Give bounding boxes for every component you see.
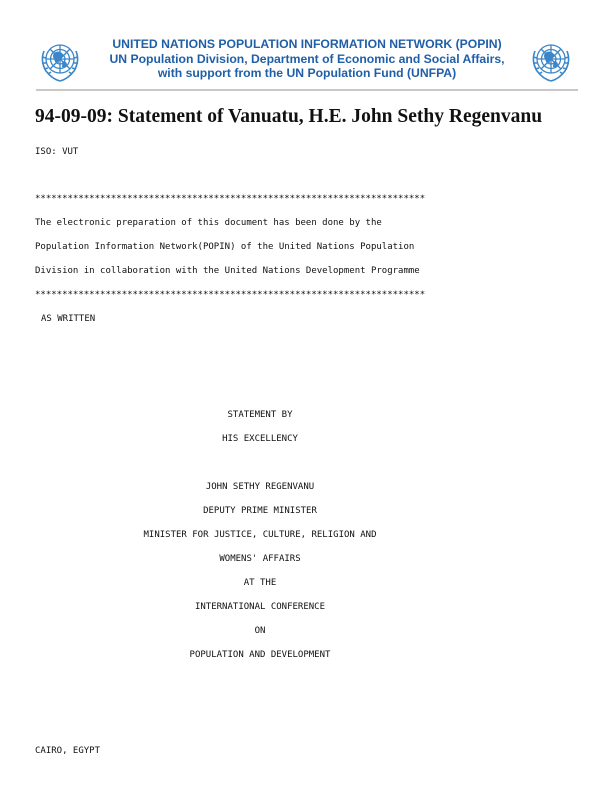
- un-emblem-icon: [36, 37, 84, 85]
- notice-line-2: Population Information Network(POPIN) of the United Nations Population: [35, 242, 415, 252]
- notice-line-1: The electronic preparation of this document has been done by the: [35, 218, 382, 228]
- notice-line-3: Division in collaboration with the United Nations Development Programme: [35, 266, 420, 276]
- at-the: AT THE: [243, 578, 277, 588]
- star-divider-top: ************************************************************************: [35, 194, 426, 204]
- speaker-role-2: MINISTER FOR JUSTICE, CULTURE, RELIGION AND: [143, 530, 377, 540]
- his-excellency: HIS EXCELLENCY: [222, 434, 298, 444]
- iso-code: ISO: VUT: [35, 147, 79, 157]
- popin-header: [36, 34, 578, 90]
- location: CAIRO, EGYPT: [35, 746, 101, 756]
- un-emblem-icon: [527, 37, 575, 85]
- speaker-name: JOHN SETHY REGENVANU: [205, 482, 315, 492]
- header-line-3: with support from the UN Population Fund (UNFPA): [157, 66, 457, 80]
- conference-line-2: ON: [254, 626, 266, 636]
- statement-by: STATEMENT BY: [227, 410, 293, 420]
- header-divider: [36, 89, 578, 91]
- header-title-block: [92, 37, 522, 81]
- speaker-role-1: DEPUTY PRIME MINISTER: [203, 506, 317, 516]
- conference-line-3: POPULATION AND DEVELOPMENT: [189, 650, 331, 660]
- star-divider-bottom: ************************************************************************: [35, 290, 426, 300]
- speaker-role-3: WOMENS' AFFAIRS: [219, 554, 301, 564]
- header-line-1: UNITED NATIONS POPULATION INFORMATION NETWORK (POPIN): [112, 37, 502, 51]
- page-title: 94-09-09: Statement of Vanuatu, H.E. John Sethy Regenvanu: [35, 106, 543, 127]
- header-line-2: UN Population Division, Department of Economic and Social Affairs,: [109, 51, 505, 66]
- conference-line-1: INTERNATIONAL CONFERENCE: [194, 602, 326, 612]
- as-written-label: AS WRITTEN: [41, 314, 96, 324]
